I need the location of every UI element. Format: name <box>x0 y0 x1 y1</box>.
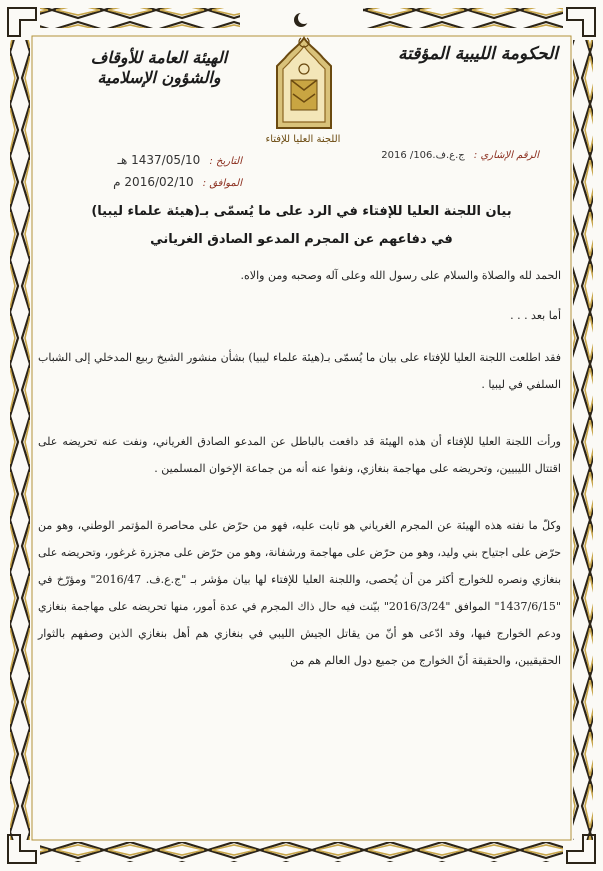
crescent-icon <box>294 12 310 27</box>
paragraph-2: ورأت اللجنة العليا للإفتاء أن هذه الهيئة قد دافعت بالباطل عن المدعو الصادق الغرياني، ونفت عنه تحريضه على اقتتال الليبيين، وتحريضه على مهاجمة بنغازي، ونفوا عنه أنه من جماعة الإخوان المسلمين . <box>38 435 561 475</box>
paragraph-1: فقد اطلعت اللجنة العليا للإفتاء على بيان ما يُسمّى بـ(هيئة علماء ليبيا) بشأن منشور الشيخ ربيع المدخلي إلى الشباب السلفي في ليبيا . <box>38 351 561 391</box>
paragraph-3: وكلّ ما نفته هذه الهيئة عن المجرم الغرياني هو ثابت عليه، فهو من حرّض على محاصرة المؤتمر الوطني، وهو من حرّض على اجتياح بني وليد، وهو من حرّض على مهاجمة ورشفانة، وهو من حرّض على مجزرة غرغور، وتحريضه على بنغازي ونصره للخوارج أكثر من أن يُحصى، واللجنة العليا للإفتاء لها بيان مؤشر بـ "ج.ع.ف. 2016/47" ومؤرّخ في "1437/6/15" الموافق "2016/3/24" بيّنت فيه حال ذاك المجرم في عدة أمور، منها تحريضه على مهاجمة بنغازي ودعم الخوارج فيها، وقد ادّعى هو أنّ من يقاتل الجيش الليبي في بنغازي هم أهل بنغازي الذين وصفهم بالثوار الحقيقيين، والحقيقة أنّ الخوارج من جميع دول العالم هم من <box>38 519 561 667</box>
fatwa-committee-emblem-icon <box>263 36 345 136</box>
reference-label: الرقم الإشاري : <box>473 150 539 161</box>
opening-transition: أما بعد . . . <box>510 309 561 322</box>
statement-title: بيان اللجنة العليا للإفتاء في الرد على ما يُسمّى بـ(هيئة علماء ليبيا) <box>91 204 512 219</box>
reference-value: ج.ع.ف.106/ 2016 <box>381 150 465 161</box>
date-block <box>62 150 242 194</box>
authority-name: الهيئة العامة للأوقاف والشؤون الإسلامية <box>90 48 228 87</box>
hijri-date: التاريخ : 1437/05/10 هـ <box>117 153 242 167</box>
reference-number <box>381 150 539 161</box>
opening-praise: الحمد لله والصلاة والسلام على رسول الله وعلى آله وصحبه ومن والاه. <box>240 269 561 282</box>
statement-subtitle: في دفاعهم عن المجرم المدعو الصادق الغرياني <box>150 232 453 247</box>
government-name: الحكومة الليبية المؤقتة <box>397 44 559 64</box>
emblem-caption: اللجنة العليا للإفتاء <box>265 134 341 145</box>
gregorian-date: الموافق : 2016/02/10 م <box>113 175 242 189</box>
